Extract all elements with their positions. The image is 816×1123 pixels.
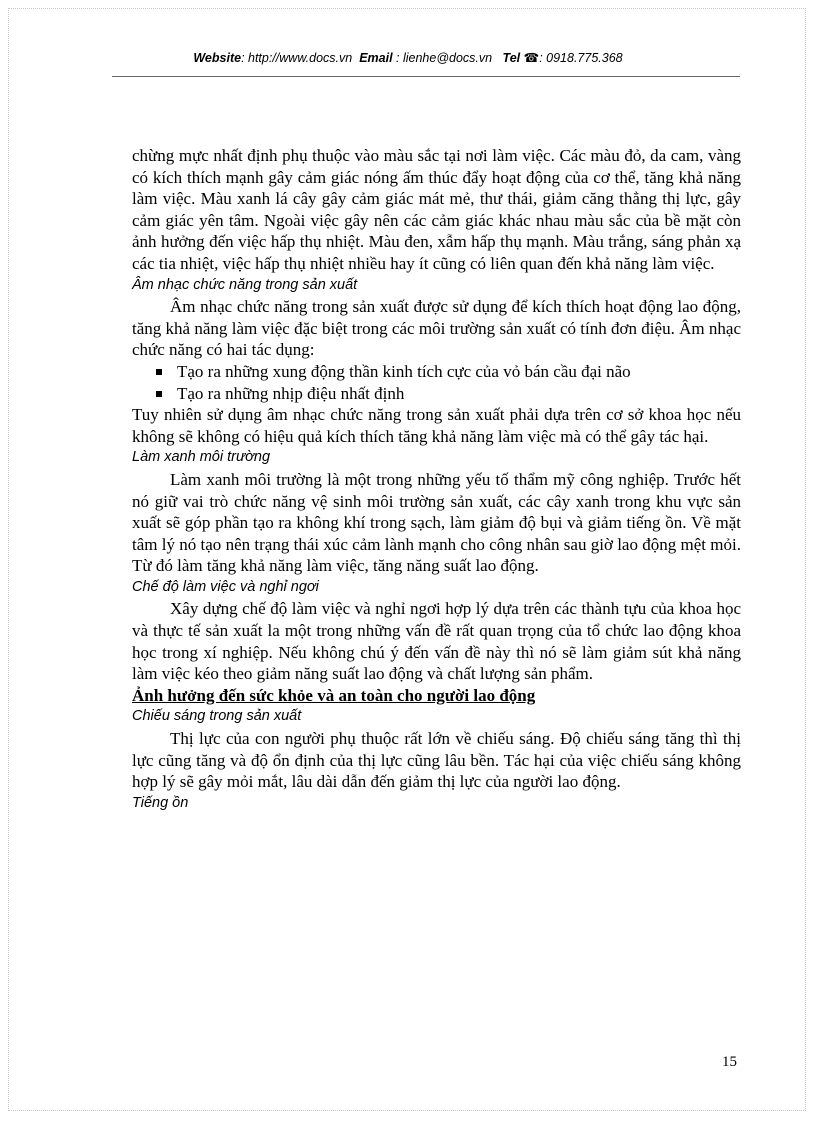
website-label: Website [193,51,242,65]
subheading-rest: Chế độ làm việc và nghỉ ngơi [132,578,319,595]
email-value: : lienhe@docs.vn [396,51,493,65]
document-body [132,145,741,814]
list-item-text: Tạo ra những xung động thần kinh tích cực của vỏ bán cầu đại não [177,361,631,381]
list-item-text: Tạo ra những nhịp điệu nhất định [177,383,405,403]
paragraph-lighting: Thị lực của con người phụ thuộc rất lớn về chiếu sáng. Độ chiếu sáng tăng thì thị lực cũng tăng và độ ổn định của thị lực cũng lâu bền. Tác hại của việc chiếu sáng không hợp lý sẽ gây mỏi mắt, lâu dài dẫn đến giảm thị lực của người lao động. [132,729,741,792]
paragraph-colors: chừng mực nhất định phụ thuộc vào màu sắc tại nơi làm việc. Các màu đỏ, da cam, vàng có kích thích mạnh gây cảm giác nóng ấm thúc đẩy hoạt động của cơ thể, tăng khả năng làm việc. Màu xanh lá cây gây cảm giác mát mẻ, thư thái, giảm căng thẳng thị lực, gây cảm giác yên tâm. Ngoài việc gây nên các cảm giác khác nhau màu sắc của bề mặt còn ảnh hưởng đến việc hấp thụ nhiệt. Màu đen, xẫm hấp thụ mạnh. Màu trắng, sáng phản xạ các tia nhiệt, việc hấp thụ nhiệt nhiều hay ít cũng có liên quan đến khả năng làm việc. [132,146,741,273]
paragraph-green: Làm xanh môi trường là một trong những yếu tố thẩm mỹ công nghiệp. Trước hết nó giữ vai trò chức năng vệ sinh môi trường sản xuất, các cây xanh trong khu vực sản xuất sẽ góp phần tạo ra không khí trong sạch, làm giảm độ bụi và giảm tiếng ồn. Về mặt tâm lý nó tạo nên trạng thái xúc cảm lành mạnh cho công nhân sau giờ lao động mệt mỏi. Từ đó làm tăng khả năng làm việc, tăng năng suất lao động. [132,469,741,576]
list-item [132,361,741,383]
subheading-lighting: Chiếu sáng trong sản xuất [132,708,302,725]
website-value: : http://www.docs.vn [241,51,353,65]
bullet-list [132,361,741,404]
page-header [0,50,816,65]
bullet-square-icon [156,391,162,397]
list-item [132,383,741,405]
email-label: Email [359,51,393,65]
paragraph-music-caution: Tuy nhiên sử dụng âm nhạc chức năng trong sản xuất phải dựa trên cơ sở khoa học nếu không sẽ không có hiệu quả kích thích tăng khả năng làm việc mà có thể gây tác hại. [132,405,741,446]
subheading-noise: Tiếng ồn [132,794,189,811]
header-rule [112,76,740,77]
tel-label: Tel [502,51,521,65]
bullet-square-icon [156,369,162,375]
subheading-green: Làm xanh môi trường [132,449,271,466]
phone-icon: ☎ [523,51,540,65]
tel-value: : 0918.775.368 [539,51,623,65]
subheading-music: Âm nhạc chức năng trong sản xuất [132,276,358,293]
paragraph-music: Âm nhạc chức năng trong sản xuất được sử dụng để kích thích hoạt động lao động, tăng khả năng làm việc đặc biệt trong các môi trường sản xuất có tính đơn điệu. Âm nhạc chức năng có hai tác dụng: [132,297,741,360]
paragraph-rest: Xây dựng chế độ làm việc và nghỉ ngơi hợp lý dựa trên các thành tựu của khoa học và thực tế sản xuất la một trong những vấn đề rất quan trọng của tổ chức lao động khoa học trong xí nghiệp. Nếu không chú ý đến vấn đề này thì nó sẽ làm giảm sút khả năng làm việc kéo theo giảm năng suất lao động và chất lượng sản phẩm. [132,599,741,684]
section-title: Ảnh hưởng đến sức khỏe và an toàn cho người lao động [132,685,536,705]
page-number: 15 [722,1054,737,1070]
